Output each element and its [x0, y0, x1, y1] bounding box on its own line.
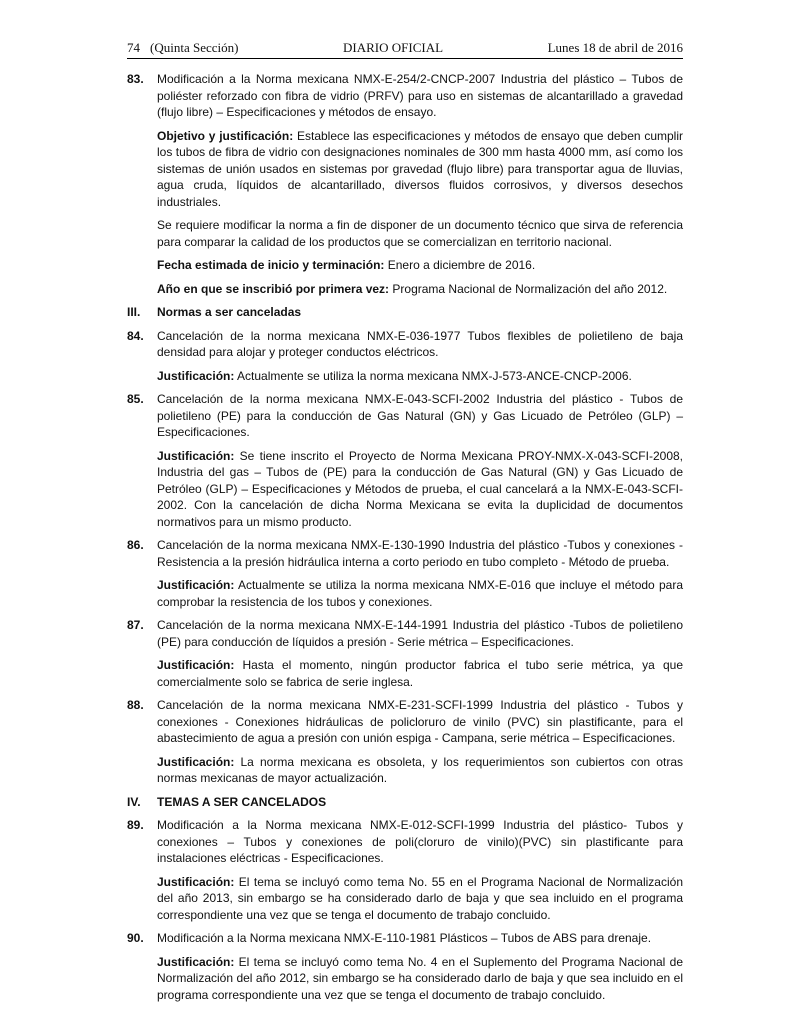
entry-text: Cancelación de la norma mexicana NMX-E-231-SCFI-1999 Industria del plástico - Tubos y conexiones - Conexiones hidráulicas de policloruro de vinilo (PVC) sin plastificante, para el abastecimiento de agua a presión con unión espiga - Campana, serie métrica – Especificaciones. — [157, 698, 683, 745]
justification-label: Justificación: — [157, 578, 235, 592]
entry-84 — [127, 328, 683, 392]
justification-label: Justificación: — [157, 754, 235, 769]
entry-88 — [127, 697, 683, 794]
entry-number: 88. — [127, 698, 144, 712]
section-heading-iii: III. Normas a ser canceladas — [127, 305, 302, 319]
justification-label: Justificación: — [157, 368, 235, 383]
entry-paragraph: Se requiere modificar la norma a fin de disponer de un documento técnico que sirva de referencia para comparar la calidad de los productos que se comercializan en territorio nacional. — [157, 218, 683, 249]
date-text: Enero a diciembre de 2016. — [384, 258, 536, 272]
publication-title: DIARIO OFICIAL — [343, 40, 444, 55]
justification-text: Actualmente se utiliza la norma mexicana NMX-E-016 que incluye el método para comprobar la resistencia de los tubos y conexiones. — [157, 578, 683, 609]
entry-87 — [127, 617, 683, 697]
entry-number: 87. — [127, 618, 144, 632]
objective-text: Establece las especificaciones y métodos de ensayo que deben cumplir los tubos de fibra de vidrio con designaciones nominales de 300 mm hasta 4000 mm, así como los sistemas de unión usados en sistemas por gravedad (flujo libre) para transportar agua de lluvias, agua cruda, líquidos de alcantarillado, diversos fluidos corrosivos, y diversos desechos industriales. — [157, 128, 684, 209]
page-number: 74 — [127, 40, 140, 55]
entry-number: 84. — [127, 328, 144, 343]
entry-86 — [127, 537, 683, 617]
entry-number: 86. — [127, 538, 144, 552]
justification-text: Se tiene inscrito el Proyecto de Norma Mexicana PROY-NMX-X-043-SCFI-2008, Industria del gas – Tubos de (PE) para la conducción de Gas Natural (GN) y Gas Licuado de Petróleo (GLP) – Especificaciones y Métodos de prueba, el cual cancelará a la NMX-E-043-SCFI-2002. Con la cancelación de dicha Norma Mexicana se evita la duplicidad de documentos normativos para un mismo producto. — [157, 448, 683, 529]
entry-text: Cancelación de la norma mexicana NMX-E-043-SCFI-2002 Industria del plástico - Tubos de polietileno (PE) para la conducción de Gas Natural (GN) y Gas Licuado de Petróleo (GLP) – Especificaciones. — [157, 392, 683, 439]
entry-text: Modificación a la Norma mexicana NMX-E-012-SCFI-1999 Industria del plástico- Tubos y conexiones – Tubos y conexiones de poli(cloruro de vinilo)(PVC) sin plastificante para instalaciones eléctricas - Especificaciones. — [157, 818, 683, 865]
entry-number: 89. — [127, 818, 144, 832]
publication-date: Lunes 18 de abril de 2016 — [547, 40, 683, 55]
entry-90 — [127, 930, 683, 1010]
year-label: Año en que se inscribió por primera vez: — [157, 281, 390, 296]
document-content — [127, 71, 683, 1010]
entry-text: Cancelación de la norma mexicana NMX-E-130-1990 Industria del plástico -Tubos y conexiones - Resistencia a la presión hidráulica interna a corto periodo en tubo completo - Método de prueba. — [157, 538, 683, 569]
justification-text: Hasta el momento, ningún productor fabrica el tubo serie métrica, ya que comercialmente solo se fabrica de serie inglesa. — [157, 658, 683, 689]
year-text: Programa Nacional de Normalización del año 2012. — [389, 281, 668, 296]
justification-text: El tema se incluyó como tema No. 55 en el Programa Nacional de Normalización del año 2013, sin embargo se ha considerado darlo de baja y que sea incluido en el programa correspondiente una vez que se tenga el documento de trabajo concluido. — [157, 874, 683, 922]
entry-text: Modificación a la Norma mexicana NMX-E-254/2-CNCP-2007 Industria del plástico – Tubos de poliéster reforzado con fibra de vidrio (PRFV) para uso en sistemas de alcantarillado a gravedad (flujo libre) – Especificaciones y métodos de ensayo. — [157, 72, 683, 119]
justification-text: Actualmente se utiliza la norma mexicana NMX-J-573-ANCE-CNCP-2006. — [234, 368, 632, 383]
justification-label: Justificación: — [157, 954, 235, 969]
entry-83 — [127, 71, 683, 304]
section-heading-iv: IV. TEMAS A SER CANCELADOS — [127, 794, 327, 809]
justification-label: Justificación: — [157, 874, 235, 889]
objective-label: Objetivo y justificación: — [157, 128, 294, 143]
page-header — [127, 40, 683, 59]
justification-text: La norma mexicana es obsoleta, y los requerimientos son cubiertos con otras normas mexicanas de mayor actualización. — [157, 754, 683, 785]
entry-89 — [127, 817, 683, 930]
entry-number: 85. — [127, 392, 144, 406]
entry-text: Cancelación de la norma mexicana NMX-E-144-1991 Industria del plástico -Tubos de polietileno (PE) para conducción de líquidos a presión - Serie métrica – Especificaciones. — [157, 618, 683, 649]
document-page — [127, 40, 683, 1010]
entry-number: 90. — [127, 931, 144, 945]
entry-text: Cancelación de la norma mexicana NMX-E-036-1977 Tubos flexibles de polietileno de baja densidad para alojar y proteger conductos eléctricos. — [157, 328, 683, 359]
entry-text: Modificación a la Norma mexicana NMX-E-110-1981 Plásticos – Tubos de ABS para drenaje. — [157, 931, 652, 945]
justification-label: Justificación: — [157, 448, 235, 463]
justification-label: Justificación: — [157, 658, 235, 672]
entry-85 — [127, 391, 683, 537]
section-label: (Quinta Sección) — [150, 40, 239, 55]
justification-text: El tema se incluyó como tema No. 4 en el Suplemento del Programa Nacional de Normalización del año 2012, sin embargo se ha considerado darlo de baja y que sea incluido en el programa correspondiente una vez que se tenga el documento de trabajo concluido. — [157, 954, 683, 1002]
date-label: Fecha estimada de inicio y terminación: — [157, 258, 385, 272]
entry-number: 83. — [127, 72, 144, 86]
